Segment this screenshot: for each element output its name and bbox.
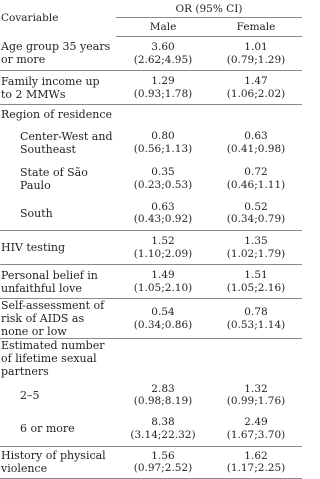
- row-label: Family income up to 2 MMWs: [0, 71, 116, 105]
- row-label: Personal belief in unfaithful love: [0, 265, 116, 299]
- male-value: 1.56 (0.97;2.52): [116, 446, 210, 478]
- male-value: 1.49 (1.05;2.10): [116, 265, 210, 299]
- male-value: 0.63 (0.43;0.92): [116, 197, 210, 231]
- row-label: History of physical violence: [0, 446, 116, 478]
- table-row: [0, 71, 302, 105]
- male-value: 0.54 (0.34;0.86): [116, 299, 210, 339]
- male-value: 1.29 (0.93;1.78): [116, 71, 210, 105]
- table-row: [0, 339, 302, 379]
- female-value: 2.49 (1.67;3.70): [210, 412, 302, 446]
- section-label: Estimated number of lifetime sexual partners: [1, 339, 105, 378]
- male-value: 8.38 (3.14;22.32): [116, 412, 210, 446]
- male-header: Male: [116, 18, 210, 37]
- row-label: South: [0, 197, 116, 231]
- female-value: 1.32 (0.99;1.76): [226, 382, 286, 407]
- table-row: [0, 378, 302, 412]
- row-label: State of São Paulo: [20, 165, 88, 192]
- table-row: [0, 197, 302, 231]
- row-label: Center-West and Southeast: [20, 129, 113, 156]
- male-value: 3.60 (2.62;4.95): [116, 37, 210, 71]
- table-row: [0, 412, 302, 446]
- male-value: 0.80 (0.56;1.13): [133, 130, 193, 155]
- table-row: [0, 161, 302, 197]
- female-value: 0.78 (0.53;1.14): [210, 299, 302, 339]
- covariable-header: Covariable: [1, 12, 59, 25]
- section-label: Region of residence: [1, 108, 112, 122]
- table-row: [0, 105, 302, 125]
- row-label: Age group 35 years or more: [0, 37, 116, 71]
- row-label: 6 or more: [0, 412, 116, 446]
- female-value: 0.72 (0.46;1.11): [226, 166, 286, 191]
- table-row: [0, 265, 302, 299]
- female-value: 0.63 (0.41;0.98): [226, 130, 286, 155]
- female-value: 1.51 (1.05;2.16): [210, 265, 302, 299]
- female-value: 1.62 (1.17;2.25): [210, 446, 302, 478]
- table-row: [0, 37, 302, 71]
- female-value: 1.35 (1.02;1.79): [210, 231, 302, 265]
- female-value: 0.52 (0.34;0.79): [210, 197, 302, 231]
- row-label: HIV testing: [0, 231, 116, 265]
- table-row: [0, 125, 302, 161]
- row-label: Self-assessment of risk of AIDS as none or low: [0, 299, 116, 339]
- male-value: 1.52 (1.10;2.09): [116, 231, 210, 265]
- female-value: 1.47 (1.06;2.02): [210, 71, 302, 105]
- table-row: [0, 299, 302, 339]
- male-value: 2.83 (0.98;8.19): [133, 382, 193, 407]
- table-row: [0, 446, 302, 478]
- table-row: [0, 231, 302, 265]
- or-ci-header: OR (95% CI): [116, 0, 302, 18]
- female-header: Female: [210, 18, 302, 37]
- female-value: 1.01 (0.79;1.29): [210, 37, 302, 71]
- row-label: 2–5: [20, 388, 40, 402]
- male-value: 0.35 (0.23;0.53): [133, 166, 193, 191]
